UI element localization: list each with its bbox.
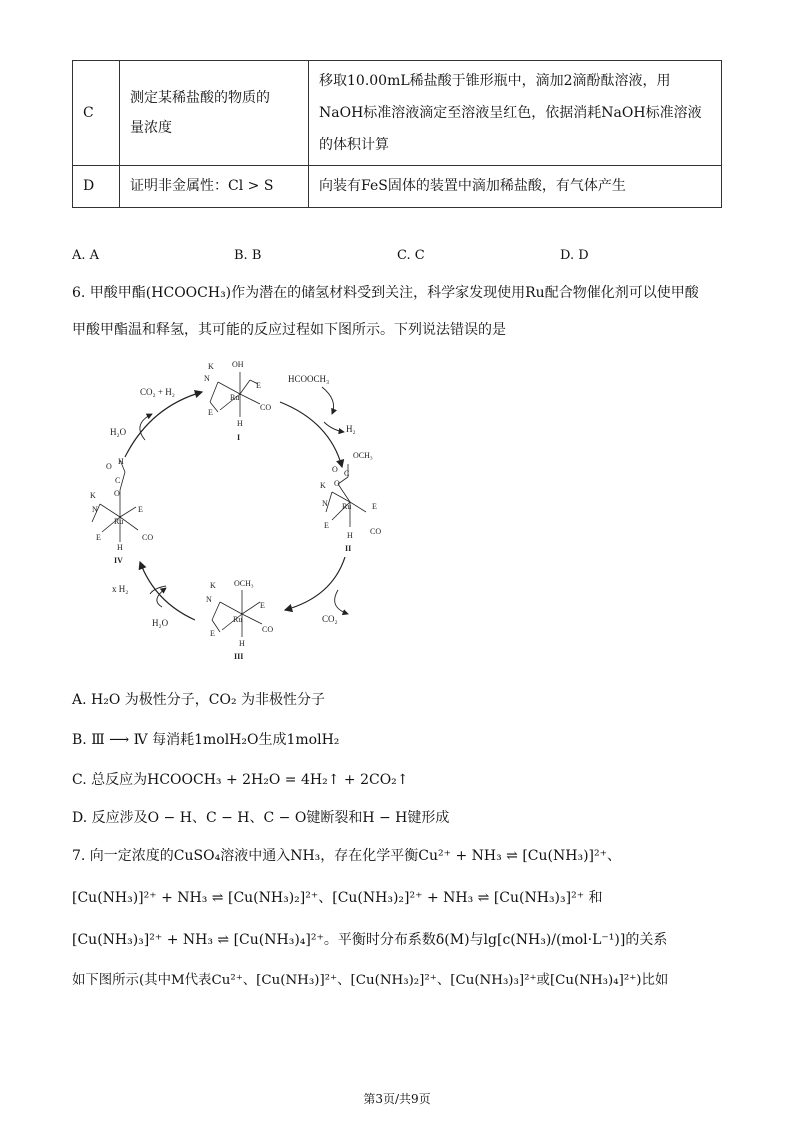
complex-IV bbox=[92, 460, 138, 542]
q5-choice-a: A. A bbox=[72, 248, 100, 263]
svg-text:CO: CO bbox=[142, 533, 154, 542]
reagent-h2o-bottom: H₂O bbox=[152, 618, 169, 628]
svg-text:K: K bbox=[208, 362, 214, 371]
q6-stem-line2: 甲酸甲酯温和释氢，其可能的反应过程如下图所示。下列说法错误的是 bbox=[72, 322, 506, 338]
operation-text: 移取10.00mL稀盐酸于锥形瓶中，滴加2滴酚酞溶液，用NaOH标准溶液滴定至溶液呈红色，依据消耗NaOH标准溶液的体积计算 bbox=[319, 73, 702, 153]
svg-text:K: K bbox=[210, 581, 216, 590]
q6-option-a: A. H₂O 为极性分子，CO₂ 为非极性分子 bbox=[72, 692, 326, 708]
cycle-arrow-III-IV bbox=[140, 562, 195, 620]
q5-choice-b: B. B bbox=[234, 248, 262, 263]
svg-text:OH: OH bbox=[232, 360, 244, 369]
svg-text:K: K bbox=[320, 481, 326, 490]
label-I: I bbox=[237, 433, 241, 442]
svg-text:E: E bbox=[324, 521, 329, 530]
reagent-hcooch3: HCOOCH₃ bbox=[288, 374, 330, 384]
reagent-h2o-left: H₂O bbox=[110, 427, 127, 437]
row-operation: 向装有FeS固体的装置中滴加稀盐酸，有气体产生 bbox=[309, 166, 722, 208]
svg-text:H: H bbox=[237, 419, 243, 428]
svg-text:N: N bbox=[322, 499, 328, 508]
row-purpose: 证明非金属性：Cl > S bbox=[120, 166, 309, 208]
branch-arrow-out bbox=[324, 422, 344, 432]
svg-text:E: E bbox=[372, 502, 377, 511]
options-table bbox=[72, 60, 722, 208]
svg-text:O: O bbox=[334, 479, 340, 488]
row-purpose bbox=[120, 61, 309, 166]
svg-text:CO: CO bbox=[370, 527, 382, 536]
svg-text:K: K bbox=[90, 491, 96, 500]
reagent-h2: H₂ bbox=[346, 424, 356, 434]
svg-text:C: C bbox=[115, 476, 121, 485]
svg-text:N: N bbox=[206, 595, 212, 604]
svg-text:N: N bbox=[204, 374, 210, 383]
q6-stem-line1: 6. 甲酸甲酯(HCOOCH₃)作为潜在的储氢材料受到关注，科学家发现使用Ru配合物催化剂可以使甲酸 bbox=[72, 285, 699, 301]
q6-option-c: C. 总反应为HCOOCH₃ + 2H₂O = 4H₂↑ + 2CO₂↑ bbox=[72, 772, 409, 788]
cycle-arrow-II-III bbox=[285, 557, 345, 610]
label-III: III bbox=[234, 652, 244, 661]
q5-choice-d: D. D bbox=[560, 248, 589, 263]
svg-text:H: H bbox=[117, 543, 123, 552]
complex-III bbox=[212, 590, 262, 637]
page-footer: 第3页/共9页 bbox=[363, 1092, 431, 1106]
svg-text:Ru: Ru bbox=[114, 517, 124, 526]
svg-text:C: C bbox=[344, 469, 350, 478]
cycle-arrow-IV-I bbox=[125, 392, 202, 457]
svg-text:O: O bbox=[114, 489, 120, 498]
svg-text:H: H bbox=[347, 531, 353, 540]
svg-text:N: N bbox=[92, 505, 98, 514]
q7-stem-line3: [Cu(NH₃)₃]²⁺ + NH₃ ⇌ [Cu(NH₃)₄]²⁺。平衡时分布系数δ(M)与lg[c(NH₃)/(mol·L⁻¹)]的关系 bbox=[72, 932, 668, 948]
svg-text:CO: CO bbox=[260, 403, 272, 412]
label-IV: IV bbox=[114, 556, 123, 565]
svg-text:Ru: Ru bbox=[342, 502, 352, 511]
svg-text:E: E bbox=[210, 629, 215, 638]
row-letter: D bbox=[73, 166, 120, 208]
q7-stem-line1: 7. 向一定浓度的CuSO₄溶液中通入NH₃，存在化学平衡Cu²⁺ + NH₃ ⇌ [Cu(NH₃)]²⁺、 bbox=[72, 848, 621, 864]
label-II: II bbox=[345, 544, 352, 553]
svg-text:H: H bbox=[239, 639, 245, 648]
complex-I-lettering bbox=[204, 360, 271, 428]
svg-text:Ru: Ru bbox=[230, 393, 240, 402]
table-row bbox=[73, 61, 722, 166]
svg-text:OCH₃: OCH₃ bbox=[234, 579, 254, 588]
svg-text:E: E bbox=[256, 381, 261, 390]
q7-stem-line4: 如下图所示(其中M代表Cu²⁺、[Cu(NH₃)]²⁺、[Cu(NH₃)₂]²⁺、[Cu(NH₃)₃]²⁺或[Cu(NH₃)₄]²⁺)比如 bbox=[72, 973, 669, 988]
reagent-xh2: x H₂ bbox=[112, 584, 129, 594]
table-row bbox=[73, 166, 722, 208]
svg-text:OCH₃: OCH₃ bbox=[353, 451, 373, 460]
svg-text:Ru: Ru bbox=[233, 615, 243, 624]
svg-text:H: H bbox=[118, 457, 124, 466]
complex-II-lettering bbox=[320, 451, 381, 540]
row-operation bbox=[309, 61, 722, 166]
catalytic-cycle-figure bbox=[70, 352, 410, 672]
svg-text:E: E bbox=[208, 408, 213, 417]
purpose-text: 测定某稀盐酸的物质的量浓度 bbox=[130, 90, 270, 136]
reagent-co2-bottom: CO₂ bbox=[322, 614, 338, 624]
q6-option-b: B. Ⅲ ⟶ Ⅳ 每消耗1molH₂O生成1molH₂ bbox=[72, 732, 340, 748]
branch-arrow-in bbox=[322, 387, 334, 414]
svg-text:O: O bbox=[106, 462, 112, 471]
svg-text:O: O bbox=[332, 465, 338, 474]
svg-text:E: E bbox=[260, 601, 265, 610]
complex-III-lettering bbox=[206, 579, 273, 648]
svg-text:CO: CO bbox=[262, 625, 274, 634]
branch-arrow-co2 bbox=[335, 590, 348, 614]
svg-text:E: E bbox=[96, 533, 101, 542]
reagent-co2-h2: CO₂ + H₂ bbox=[140, 387, 175, 397]
q5-choice-c: C. C bbox=[397, 248, 425, 263]
q7-stem-line2: [Cu(NH₃)]²⁺ + NH₃ ⇌ [Cu(NH₃)₂]²⁺、[Cu(NH₃)₂]²⁺ + NH₃ ⇌ [Cu(NH₃)₃]²⁺ 和 bbox=[72, 890, 603, 906]
svg-text:E: E bbox=[138, 505, 143, 514]
q6-option-d: D. 反应涉及O − H、C − H、C − O键断裂和H − H键形成 bbox=[72, 810, 450, 826]
row-letter: C bbox=[73, 61, 120, 166]
